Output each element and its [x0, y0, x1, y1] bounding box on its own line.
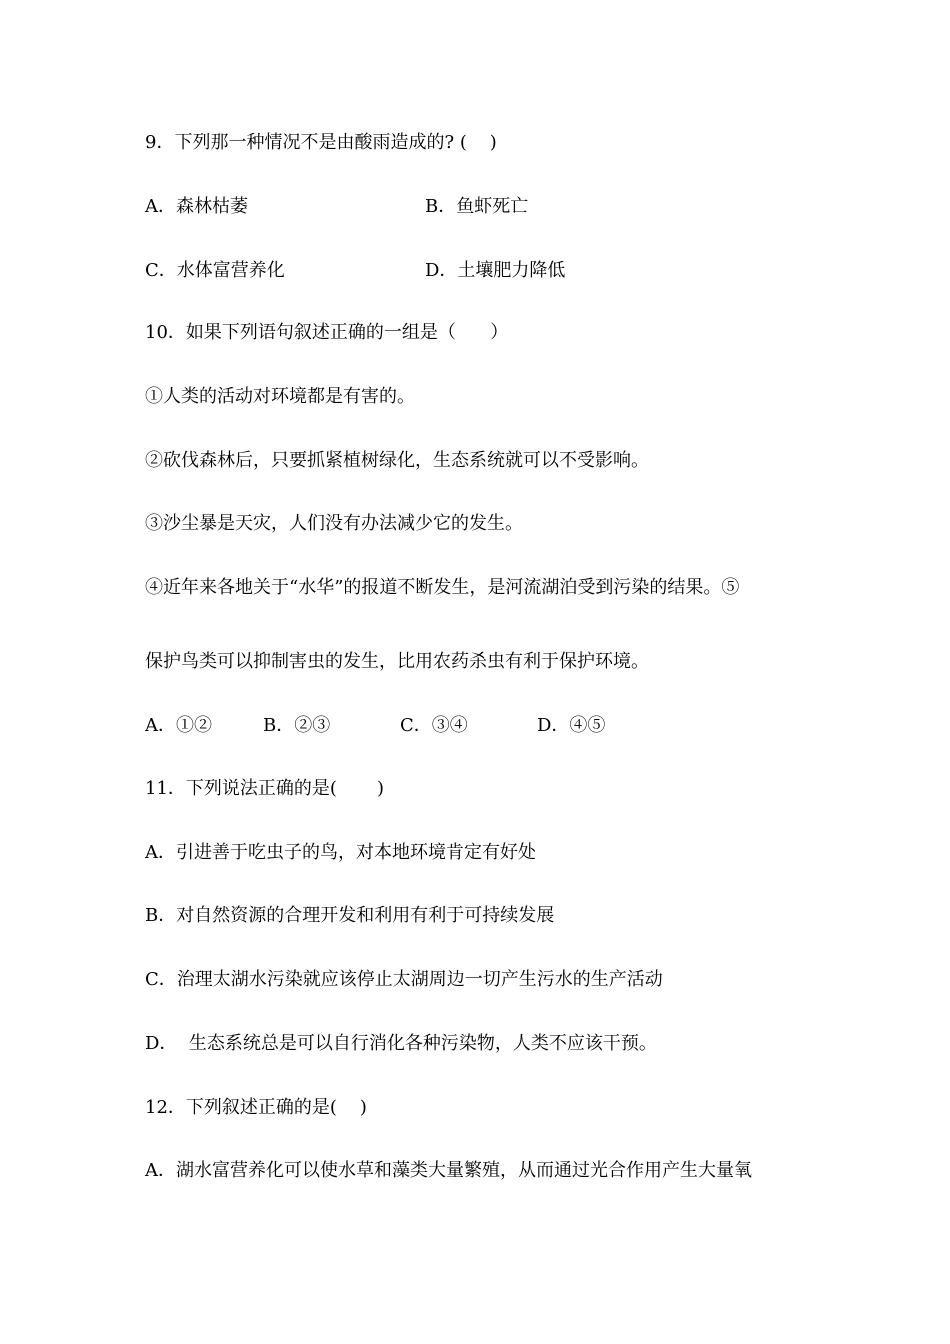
question-10-statement-1: ①人类的活动对环境都是有害的。: [145, 386, 415, 407]
question-11-option-a: A．引进善于吃虫子的鸟，对本地环境肯定有好处: [145, 842, 536, 863]
question-10-stem: 10．如果下列语句叙述正确的一组是（ ）: [145, 322, 509, 343]
question-9-option-c: C．水体富营养化: [145, 260, 285, 281]
question-11-option-d: D． 生态系统总是可以自行消化各种污染物，人类不应该干预。: [145, 1033, 657, 1054]
question-12-stem: 12．下列叙述正确的是( ): [145, 1097, 367, 1118]
question-11-option-c: C．治理太湖水污染就应该停止太湖周边一切产生污水的生产活动: [145, 969, 663, 990]
question-10-option-a: A．①②: [145, 715, 212, 736]
question-10-statement-3: ③沙尘暴是天灾，人们没有办法减少它的发生。: [145, 513, 523, 534]
question-9-option-b: B．鱼虾死亡: [425, 196, 529, 217]
question-9-option-a: A．森林枯萎: [145, 196, 248, 217]
question-9-option-d: D．土壤肥力降低: [425, 260, 566, 281]
question-10-option-b: B．②③: [263, 715, 331, 736]
question-12-option-a: A．湖水富营养化可以使水草和藻类大量繁殖，从而通过光合作用产生大量氧: [145, 1160, 752, 1181]
question-11-option-b: B．对自然资源的合理开发和利用有利于可持续发展: [145, 905, 555, 926]
question-10-option-d: D．④⑤: [537, 715, 606, 736]
question-11-stem: 11．下列说法正确的是( ): [145, 778, 385, 799]
question-10-statement-2: ②砍伐森林后，只要抓紧植树绿化，生态系统就可以不受影响。: [145, 450, 649, 471]
question-10-statement-4: ④近年来各地关于“水华”的报道不断发生，是河流湖泊受到污染的结果。⑤: [145, 577, 740, 598]
question-10-statement-5: 保护鸟类可以抑制害虫的发生，比用农药杀虫有利于保护环境。: [145, 651, 649, 672]
question-10-option-c: C．③④: [400, 715, 468, 736]
question-9-stem: 9．下列那一种情况不是由酸雨造成的? ( ): [145, 132, 497, 153]
